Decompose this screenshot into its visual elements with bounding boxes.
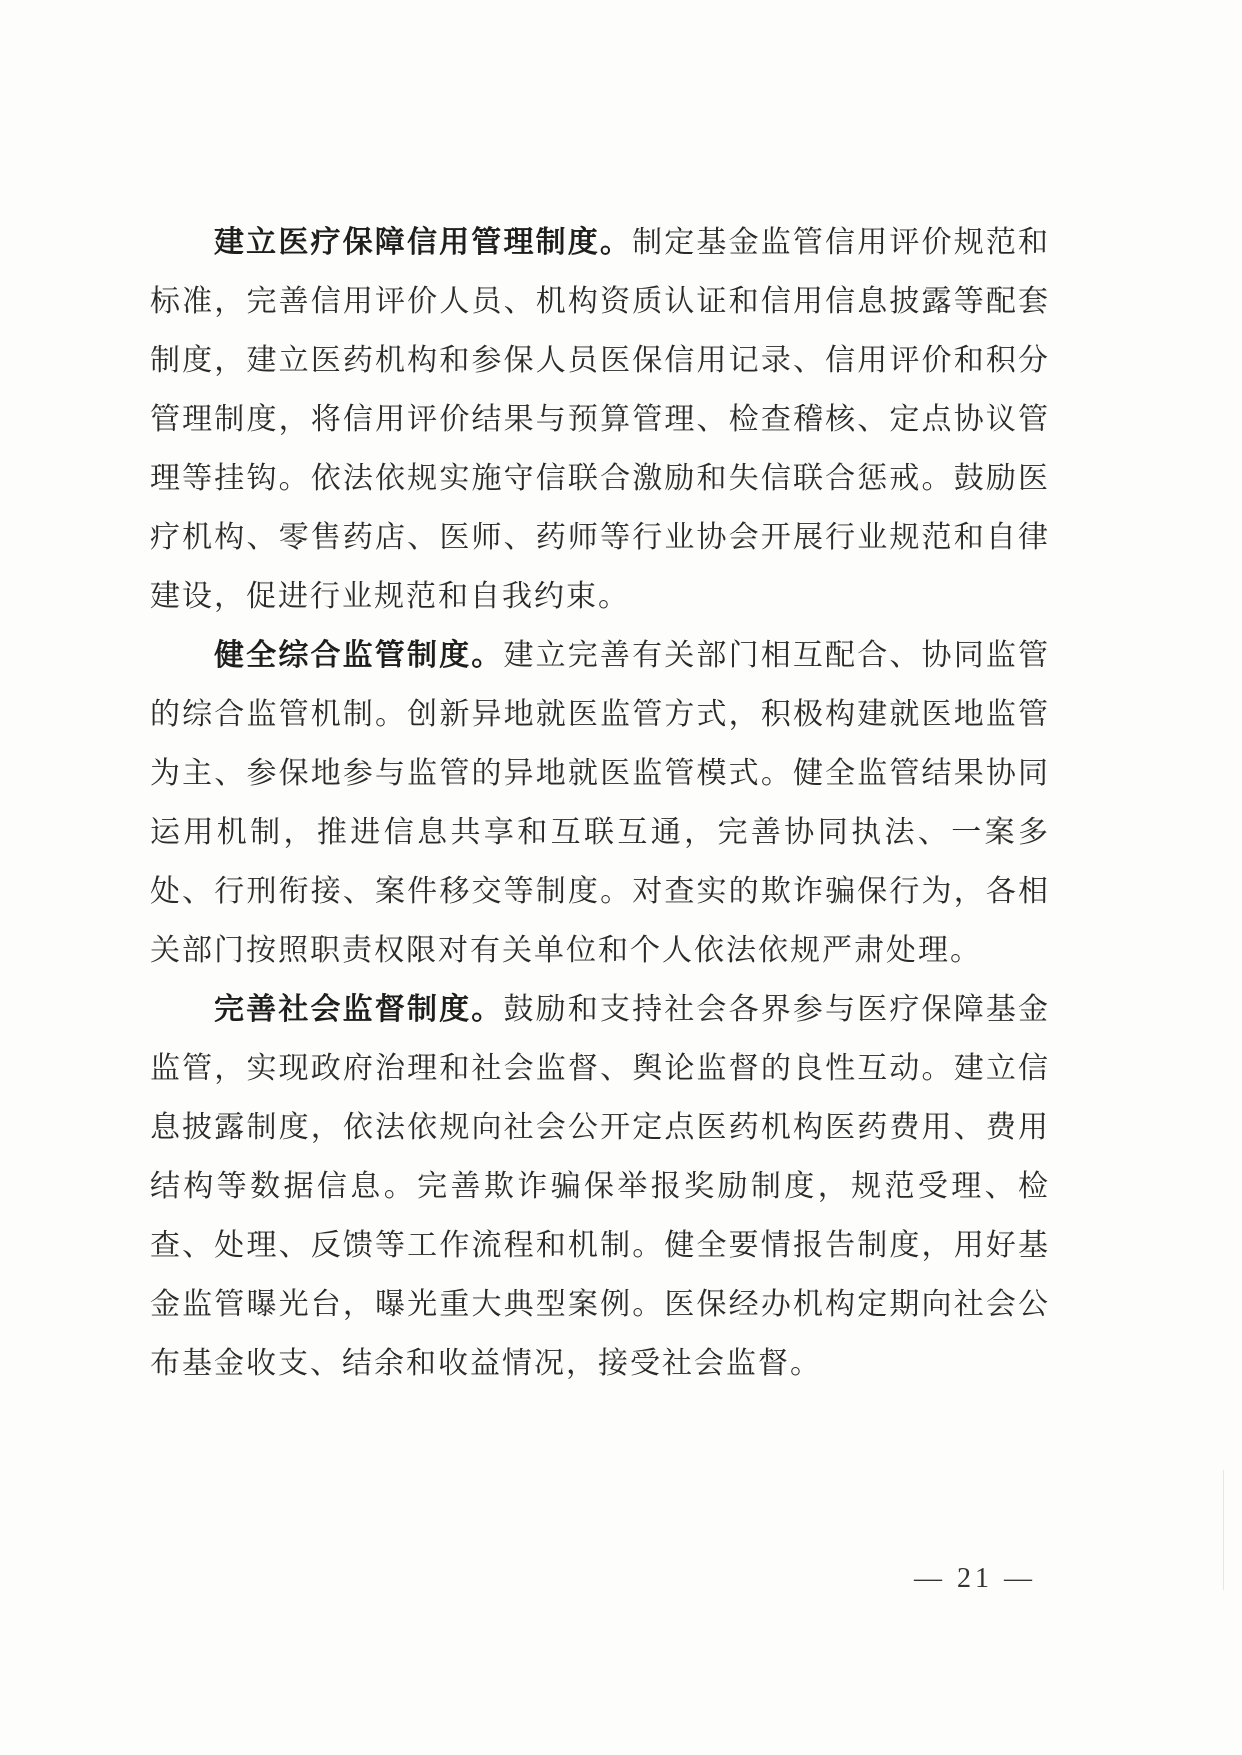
paragraph-text: 鼓励和支持社会各界参与医疗保障基金监管，实现政府治理和社会监督、舆论监督的良性互动。建立信息披露制度，依法依规向社会公开定点医药机构医药费用、费用结构等数据信息。完善欺诈骗保举报奖励制度，规范受理、检查、处理、反馈等工作流程和机制。健全要情报告制度，用好基金监管曝光台，曝光重大典型案例。医保经办机构定期向社会公布基金收支、结余和收益情况，接受社会监督。	[150, 992, 1051, 1381]
paragraph-heading: 完善社会监督制度。	[214, 992, 504, 1027]
paragraph-text: 制定基金监管信用评价规范和标准，完善信用评价人员、机构资质认证和信用信息披露等配套制度，建立医药机构和参保人员医保信用记录、信用评价和积分管理制度，将信用评价结果与预算管理、检查稽核、定点协议管理等挂钩。依法依规实施守信联合激励和失信联合惩戒。鼓励医疗机构、零售药店、医师、药师等行业协会开展行业规范和自律建设，促进行业规范和自我约束。	[150, 225, 1051, 614]
scan-edge-line	[1223, 1470, 1224, 1590]
paragraph-text: 建立完善有关部门相互配合、协同监管的综合监管机制。创新异地就医监管方式，积极构建就医地监管为主、参保地参与监管的异地就医监管模式。健全监管结果协同运用机制，推进信息共享和互联互通，完善协同执法、一案多处、行刑衔接、案件移交等制度。对查实的欺诈骗保行为，各相关部门按照职责权限对有关单位和个人依法依规严肃处理。	[150, 638, 1051, 968]
paragraph-heading: 建立医疗保障信用管理制度。	[214, 225, 633, 260]
paragraph-social-supervision	[150, 980, 1050, 1393]
page-number: — 21 —	[914, 1563, 1036, 1594]
document-body	[150, 213, 1050, 1393]
paragraph-credit-management	[150, 213, 1050, 626]
paragraph-comprehensive-supervision	[150, 626, 1050, 980]
paragraph-heading: 健全综合监管制度。	[214, 638, 504, 673]
